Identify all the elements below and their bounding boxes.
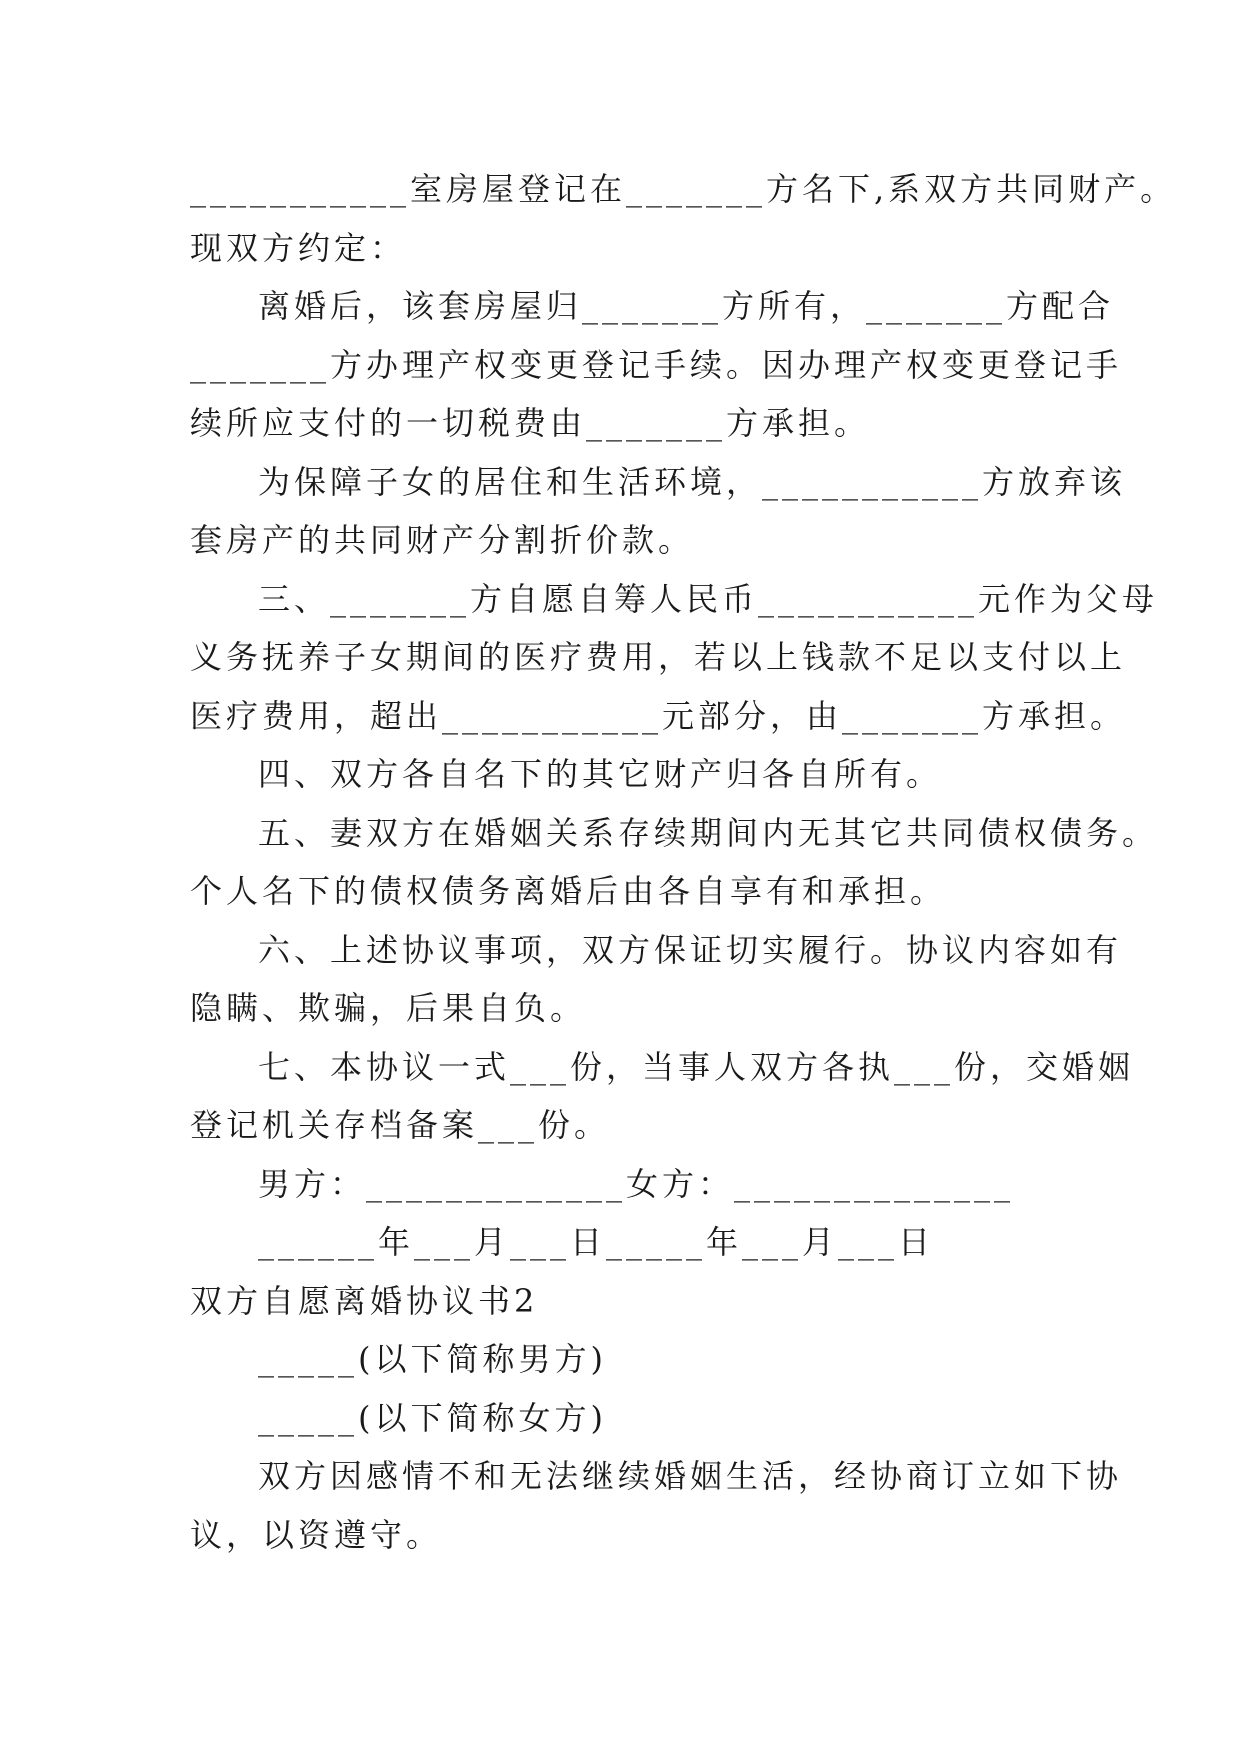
text-line: _____(以下简称男方) <box>258 1340 607 1378</box>
text-line: 义务抚养子女期间的医疗费用，若以上钱款不足以支付以上 <box>190 638 1127 676</box>
text-line: 七、本协议一式___份，当事人双方各执___份，交婚姻 <box>258 1047 1135 1086</box>
text-line: 离婚后，该套房屋归_______方所有，_______方配合 <box>258 287 1115 325</box>
text-line: 登记机关存档备案___份。 <box>190 1106 611 1144</box>
text-line: 为保障子女的居住和生活环境，___________方放弃该 <box>258 462 1127 501</box>
text-line: 议，以资遵守。 <box>190 1515 443 1554</box>
text-line: 现双方约定： <box>190 228 407 267</box>
section-title: 双方自愿离婚协议书2 <box>190 1281 539 1320</box>
document-body <box>190 160 1177 1564</box>
text-line: 隐瞒、欺骗，后果自负。 <box>190 989 587 1027</box>
text-line: 医疗费用，超出___________元部分，由_______方承担。 <box>190 696 1127 735</box>
signature-line: 男方：_____________女方：______________ <box>258 1164 1015 1203</box>
text-line: 个人名下的债权债务离婚后由各自享有和承担。 <box>190 872 947 910</box>
text-line: _____(以下简称女方) <box>258 1398 607 1437</box>
text-line: 双方因感情不和无法继续婚姻生活，经协商订立如下协 <box>258 1457 1123 1495</box>
text-line: 套房产的共同财产分割折价款。 <box>190 521 695 559</box>
text-line: 续所应支付的一切税费由_______方承担。 <box>190 404 871 442</box>
date-line: ______年___月___日_____年___月___日 <box>258 1223 935 1261</box>
text-line: ___________室房屋登记在_______方名下,系双方共同财产。 <box>190 170 1177 208</box>
text-line: 六、上述协议事项，双方保证切实履行。协议内容如有 <box>258 930 1123 969</box>
text-line: 三、_______方自愿自筹人民币___________元作为父母 <box>258 579 1159 618</box>
text-line: _______方办理产权变更登记手续。因办理产权变更登记手 <box>190 345 1123 384</box>
text-line: 五、妻双方在婚姻关系存续期间内无其它共同债权债务。 <box>258 813 1159 852</box>
text-line: 四、双方各自名下的其它财产归各自所有。 <box>258 755 943 793</box>
